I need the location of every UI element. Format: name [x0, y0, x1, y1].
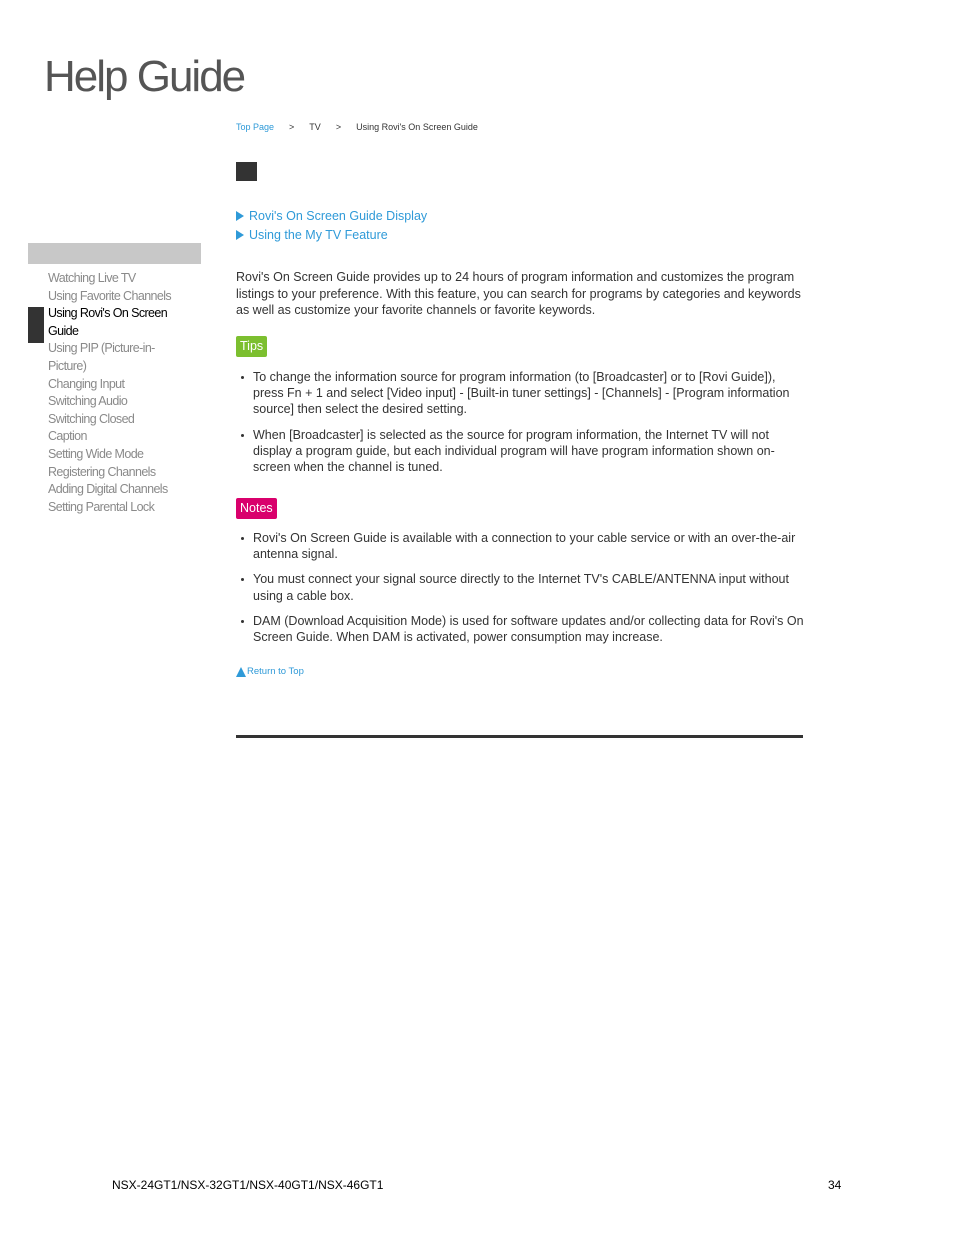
sidebar-item-digital-channels[interactable]: Adding Digital Channels — [48, 482, 168, 497]
intro-paragraph: Rovi's On Screen Guide provides up to 24 hours of program information and customizes the program listings to your preference. With this feature, you can search for programs by categories and keywords as well as customize your favorite channels or favorite keywords. — [236, 270, 801, 317]
section-links — [236, 206, 427, 244]
bullet-icon — [241, 537, 244, 540]
breadcrumb — [236, 122, 478, 132]
sidebar-item-registering-channels[interactable]: Registering Channels — [48, 464, 156, 479]
return-to-top[interactable] — [236, 666, 304, 677]
notes-badge: Notes — [236, 498, 277, 519]
triangle-right-icon — [236, 211, 244, 221]
note-text: You must connect your signal source directly to the Internet TV's CABLE/ANTENNA input without using a cable box. — [253, 572, 789, 603]
tip-text: To change the information source for program information (to [Broadcaster] or to [Rovi Guide]), press Fn + 1 and select [Video input] - [Built-in tuner settings] - [Channels] - [Program information source] then select the desired setting. — [253, 370, 790, 417]
toc-link-display[interactable]: Rovi's On Screen Guide Display — [249, 208, 428, 223]
sidebar-item-wide-mode[interactable]: Setting Wide Mode — [48, 446, 144, 461]
return-to-top-link[interactable]: Return to Top — [247, 666, 304, 677]
sidebar-item-parental-lock[interactable]: Setting Parental Lock — [48, 499, 155, 514]
sidebar — [28, 243, 201, 516]
sidebar-item-switching-audio[interactable]: Switching Audio — [48, 394, 128, 409]
list-item — [240, 530, 805, 562]
sidebar-item-favorite-channels[interactable]: Using Favorite Channels — [48, 288, 172, 303]
breadcrumb-separator: > — [335, 122, 342, 132]
toc-item[interactable] — [236, 225, 427, 244]
triangle-right-icon — [236, 230, 244, 240]
tips-badge: Tips — [236, 336, 267, 357]
list-item — [240, 369, 805, 418]
list-item — [240, 613, 805, 645]
sidebar-item-changing-input[interactable]: Changing Input — [48, 376, 125, 391]
breadcrumb-current: Using Rovi's On Screen Guide — [356, 122, 478, 132]
tips-list — [240, 369, 805, 484]
help-guide-logo: Help Guide — [44, 52, 245, 101]
page-number: 34 — [828, 1178, 842, 1192]
toc-item[interactable] — [236, 206, 427, 225]
triangle-up-icon — [236, 667, 246, 677]
section-divider — [236, 735, 803, 738]
footer-model-numbers: NSX-24GT1/NSX-32GT1/NSX-40GT1/NSX-46GT1 — [112, 1178, 384, 1192]
tip-text: When [Broadcaster] is selected as the source for program information, the Internet TV will not display a program guide, but each individual program will have program information shown on-screen when the channel is tuned. — [253, 427, 775, 475]
note-text: Rovi's On Screen Guide is available with a connection to your cable service or with an over-the-air antenna signal. — [253, 531, 796, 562]
bullet-icon — [241, 620, 244, 623]
breadcrumb-top-page[interactable]: Top Page — [236, 122, 275, 132]
sidebar-item-rovi-guide[interactable]: Using Rovi's On Screen Guide — [28, 305, 173, 340]
note-text: DAM (Download Acquisition Mode) is used for software updates and/or collecting data for Rovi's On Screen Guide. When DAM is activated, power consumption may increase. — [253, 613, 804, 645]
sidebar-item-closed-caption[interactable]: Switching Closed Caption — [48, 411, 135, 444]
sidebar-header-bar — [28, 243, 201, 264]
sidebar-list — [28, 270, 201, 516]
breadcrumb-tv: TV — [309, 122, 321, 132]
bullet-icon — [241, 434, 244, 437]
sidebar-item-pip[interactable]: Using PIP (Picture-in-Picture) — [48, 341, 155, 373]
list-item — [240, 427, 805, 476]
page-title-marker — [236, 162, 257, 181]
bullet-icon — [241, 376, 244, 379]
list-item — [240, 571, 805, 603]
bullet-icon — [241, 578, 244, 581]
toc-link-my-tv[interactable]: Using the My TV Feature — [249, 227, 388, 242]
notes-list — [240, 530, 805, 654]
sidebar-item-watching-live-tv[interactable]: Watching Live TV — [48, 271, 136, 285]
breadcrumb-separator: > — [289, 122, 295, 132]
